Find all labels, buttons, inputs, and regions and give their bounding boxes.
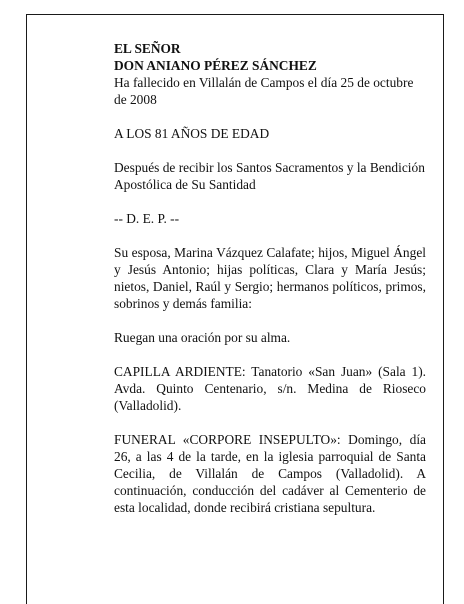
obituary-notice [114,40,426,533]
deceased-name: DON ANIANO PÉREZ SÁNCHEZ [114,58,317,73]
funeral-paragraph: FUNERAL «CORPORE INSEPULTO»: Domingo, día 26, a las 4 de la tarde, en la iglesia parroquial de Santa Cecilia, de Villalán de Campos (Valladolid). A continuación, conducción del cadáver al Cementerio de esta localidad, donde recibirá cristiana sepultura. [114,432,426,515]
family-paragraph: Su esposa, Marina Vázquez Calafate; hijos, Miguel Ángel y Jesús Antonio; hijas políticas, Clara y María Jesús; nietos, Daniel, Raúl y Sergio; hermanos políticos, primos, sobrinos y demás familia: [114,245,426,311]
obituary-title: EL SEÑOR [114,41,181,56]
age-line: A LOS 81 AÑOS DE EDAD [114,126,270,141]
rip-line: -- D. E. P. -- [114,211,180,226]
chapel-paragraph: CAPILLA ARDIENTE: Tanatorio «San Juan» (Sala 1). Avda. Quinto Centenario, s/n. Medina de Rioseco (Valladolid). [114,364,426,413]
prayer-line: Ruegan una oración por su alma. [114,330,291,345]
death-notice: Ha fallecido en Villalán de Campos el día 25 de octubre de 2008 [114,75,414,107]
sacraments-line: Después de recibir los Santos Sacramentos y la Bendición Apostólica de Su Santidad [114,160,425,192]
